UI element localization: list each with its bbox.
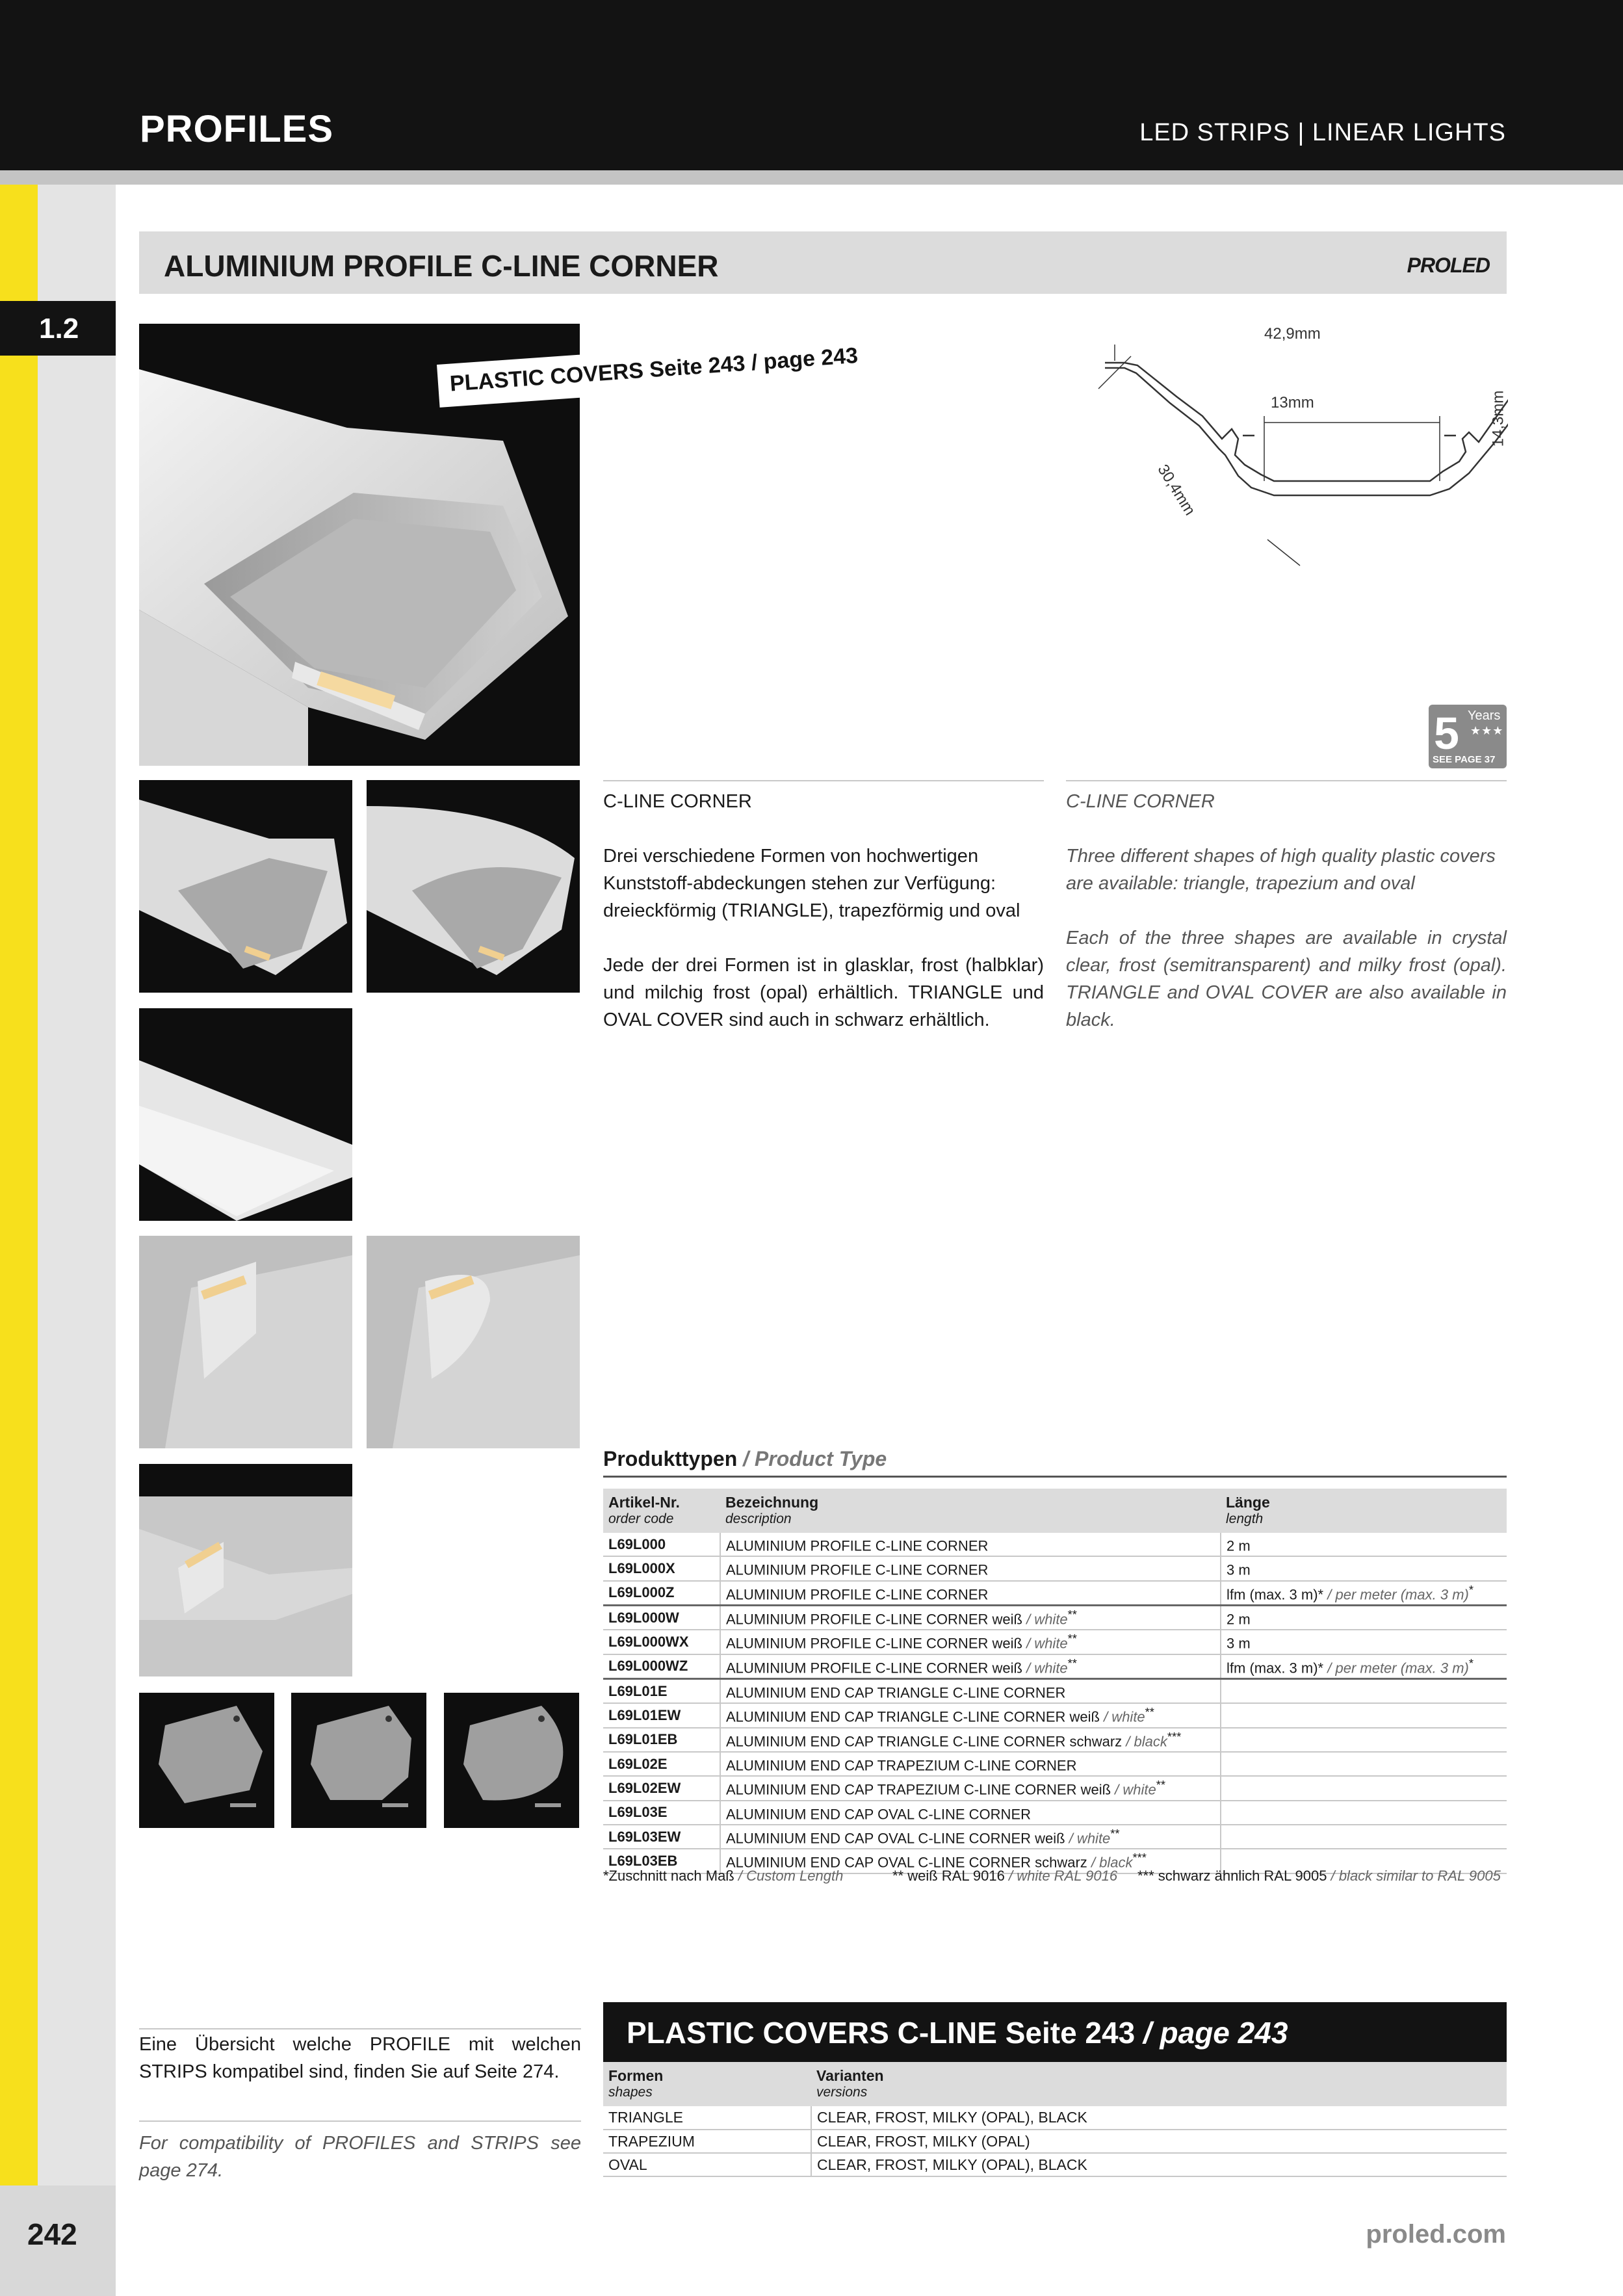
warranty-years-number: 5 [1434, 708, 1459, 759]
table-row [603, 2130, 1507, 2153]
cover-shape: TRIANGLE [603, 2106, 811, 2130]
plastic-covers-tag: PLASTIC COVERS Seite 243 / page 243 [437, 333, 887, 408]
order-code: L69L02EW [603, 1776, 720, 1800]
desc-de-p2: Jede der drei Formen ist in glasklar, frost (halbklar) und milchig frost (opal) erhältlich. TRIANGLE und OVAL COVER sind auch in schwarz erhältlich. [603, 955, 1044, 1030]
order-code: L69L03E [603, 1801, 720, 1825]
cover-shape: TRAPEZIUM [603, 2130, 811, 2153]
footnote-custom-length: *Zuschnitt nach Maß / Custom Length [603, 1868, 844, 1884]
photo-installed-oval [367, 1236, 580, 1448]
length [1221, 1752, 1507, 1776]
order-code: L69L000Z [603, 1581, 720, 1606]
col-versions: Varianten versions [811, 2062, 1507, 2106]
description: ALUMINIUM END CAP TRAPEZIUM C-LINE CORNER weiß / white** [720, 1776, 1221, 1800]
desc-en-rule [1066, 780, 1507, 781]
table-row [603, 1630, 1507, 1654]
photo-corner-mount [139, 1464, 352, 1676]
chapter-tab: 1.2 [0, 301, 116, 356]
cover-shape: OVAL [603, 2153, 811, 2176]
table-row [603, 1605, 1507, 1630]
desc-en-p2: Each of the three shapes are available in crystal clear, frost (semitransparent) and milky frost (opal). TRIANGLE and OVAL COVER are also available in black. [1066, 928, 1507, 1030]
cover-versions: CLEAR, FROST, MILKY (OPAL), BLACK [811, 2153, 1507, 2176]
dim-width: 42,9mm [1264, 325, 1321, 343]
order-code: L69L01E [603, 1678, 720, 1703]
length [1221, 1801, 1507, 1825]
desc-en-p1: Three different shapes of high quality plastic covers are available: triangle, trapezium and oval [1066, 846, 1496, 894]
footnote-white: ** weiß RAL 9016 / white RAL 9016 [892, 1868, 1118, 1884]
length: lfm (max. 3 m)* / per meter (max. 3 m)* [1221, 1654, 1507, 1679]
plastic-covers-title: PLASTIC COVERS C-LINE Seite 243 [627, 2016, 1136, 2050]
warranty-see-page: SEE PAGE 37 [1433, 754, 1496, 765]
endcap-oval-photo [444, 1693, 579, 1828]
top-header-bar [0, 0, 1623, 170]
note-de-rule [139, 2028, 581, 2029]
section-title: ALUMINIUM PROFILE C-LINE CORNER [164, 249, 719, 283]
dim-height: 14,3mm [1489, 390, 1507, 447]
length: 2 m [1221, 1533, 1507, 1556]
description: ALUMINIUM END CAP TRAPEZIUM C-LINE CORNER [720, 1752, 1221, 1776]
order-code: L69L01EB [603, 1728, 720, 1752]
table-row [603, 2106, 1507, 2130]
product-table [603, 1489, 1507, 1874]
warranty-stars-icon: ★★★ [1470, 724, 1504, 737]
description: ALUMINIUM END CAP OVAL C-LINE CORNER [720, 1801, 1221, 1825]
col-description: Bezeichnung description [720, 1489, 1221, 1533]
product-type-en: / Product Type [743, 1447, 887, 1470]
description-german [603, 788, 1044, 1061]
length [1221, 1703, 1507, 1727]
endcap-triangle-photo [139, 1693, 274, 1828]
length [1221, 1678, 1507, 1703]
profile-technical-drawing [1066, 306, 1508, 579]
description: ALUMINIUM PROFILE C-LINE CORNER weiß / white** [720, 1605, 1221, 1630]
description-english [1066, 788, 1507, 1061]
photo-triangle-cover [139, 780, 352, 993]
col-length: Länge length [1221, 1489, 1507, 1533]
cover-versions: CLEAR, FROST, MILKY (OPAL) [811, 2130, 1507, 2153]
plastic-covers-header [603, 2002, 1507, 2062]
product-type-de: Produkttypen [603, 1447, 738, 1470]
desc-de-p1: Drei verschiedene Formen von hochwertigen Kunststoff-abdeckungen stehen zur Verfügung: dreieckförmig (TRIANGLE), trapezförmig und oval [603, 846, 1020, 921]
length [1221, 1728, 1507, 1752]
brand-logo: PROLED [1407, 254, 1490, 277]
table-row [603, 1728, 1507, 1752]
length: 3 m [1221, 1556, 1507, 1580]
photo-oval-cover [367, 780, 580, 993]
side-color-bar [0, 185, 38, 2296]
order-code: L69L000WZ [603, 1654, 720, 1679]
description: ALUMINIUM PROFILE C-LINE CORNER weiß / white** [720, 1654, 1221, 1679]
warranty-years-label: Years [1468, 709, 1501, 723]
table-row [603, 1678, 1507, 1703]
table-row [603, 1703, 1507, 1727]
description: ALUMINIUM END CAP TRIANGLE C-LINE CORNER [720, 1678, 1221, 1703]
length [1221, 1825, 1507, 1849]
table-row [603, 1533, 1507, 1556]
col-shapes: Formen shapes [603, 2062, 811, 2106]
description: ALUMINIUM END CAP OVAL C-LINE CORNER schwarz / black*** [720, 1849, 1221, 1873]
table-row [603, 1581, 1507, 1606]
plastic-covers-title-en: / page 243 [1143, 2016, 1288, 2050]
footnote-black: *** schwarz ähnlich RAL 9005 / black similar to RAL 9005 [1137, 1868, 1501, 1884]
table-row [603, 1776, 1507, 1800]
order-code: L69L03EB [603, 1849, 720, 1873]
product-type-rule [603, 1476, 1507, 1478]
desc-de-title: C-LINE CORNER [603, 791, 752, 812]
col-order-code: Artikel-Nr. order code [603, 1489, 720, 1533]
dim-side: 30,4mm [1154, 461, 1199, 519]
table-row [603, 1654, 1507, 1679]
desc-de-rule [603, 780, 1044, 781]
desc-en-title: C-LINE CORNER [1066, 791, 1215, 812]
order-code: L69L03EW [603, 1825, 720, 1849]
photo-white-profile [139, 1008, 352, 1221]
dim-inner: 13mm [1271, 394, 1314, 411]
description: ALUMINIUM PROFILE C-LINE CORNER [720, 1581, 1221, 1606]
header-title: PROFILES [140, 108, 334, 150]
side-grey-bar [38, 185, 116, 2296]
compatibility-note-de: Eine Übersicht welche PROFILE mit welchen STRIPS kompatibel sind, finden Sie auf Seite 274. [139, 2034, 581, 2082]
table-row [603, 1825, 1507, 1849]
length: 2 m [1221, 1605, 1507, 1630]
header-divider [0, 170, 1623, 185]
table-row [603, 1752, 1507, 1776]
table-row [603, 1801, 1507, 1825]
plastic-covers-table [603, 2062, 1507, 2177]
website-url[interactable]: proled.com [1366, 2220, 1506, 2249]
warranty-badge [1429, 705, 1507, 768]
description: ALUMINIUM PROFILE C-LINE CORNER [720, 1556, 1221, 1580]
cover-versions: CLEAR, FROST, MILKY (OPAL), BLACK [811, 2106, 1507, 2130]
order-code: L69L000X [603, 1556, 720, 1580]
order-code: L69L02E [603, 1752, 720, 1776]
table-row [603, 1556, 1507, 1580]
section-header [139, 231, 1507, 294]
note-en-rule [139, 2120, 581, 2122]
order-code: L69L000 [603, 1533, 720, 1556]
description: ALUMINIUM END CAP TRIANGLE C-LINE CORNER schwarz / black*** [720, 1728, 1221, 1752]
length [1221, 1776, 1507, 1800]
product-type-heading [603, 1447, 887, 1471]
compatibility-note-en: For compatibility of PROFILES and STRIPS see page 274. [139, 2133, 581, 2181]
photo-installed-triangle [139, 1236, 352, 1448]
endcap-trapezium-photo [291, 1693, 426, 1828]
table-row [603, 2153, 1507, 2176]
description: ALUMINIUM END CAP TRIANGLE C-LINE CORNER weiß / white** [720, 1703, 1221, 1727]
description: ALUMINIUM END CAP OVAL C-LINE CORNER weiß / white** [720, 1825, 1221, 1849]
product-table-header [603, 1489, 1507, 1533]
page-number: 242 [27, 2217, 77, 2251]
description: ALUMINIUM PROFILE C-LINE CORNER [720, 1533, 1221, 1556]
order-code: L69L000W [603, 1605, 720, 1630]
header-category: LED STRIPS | LINEAR LIGHTS [1139, 119, 1506, 146]
length: 3 m [1221, 1630, 1507, 1654]
length: lfm (max. 3 m)* / per meter (max. 3 m)* [1221, 1581, 1507, 1606]
description: ALUMINIUM PROFILE C-LINE CORNER weiß / white** [720, 1630, 1221, 1654]
plastic-covers-table-header [603, 2062, 1507, 2106]
order-code: L69L000WX [603, 1630, 720, 1654]
order-code: L69L01EW [603, 1703, 720, 1727]
